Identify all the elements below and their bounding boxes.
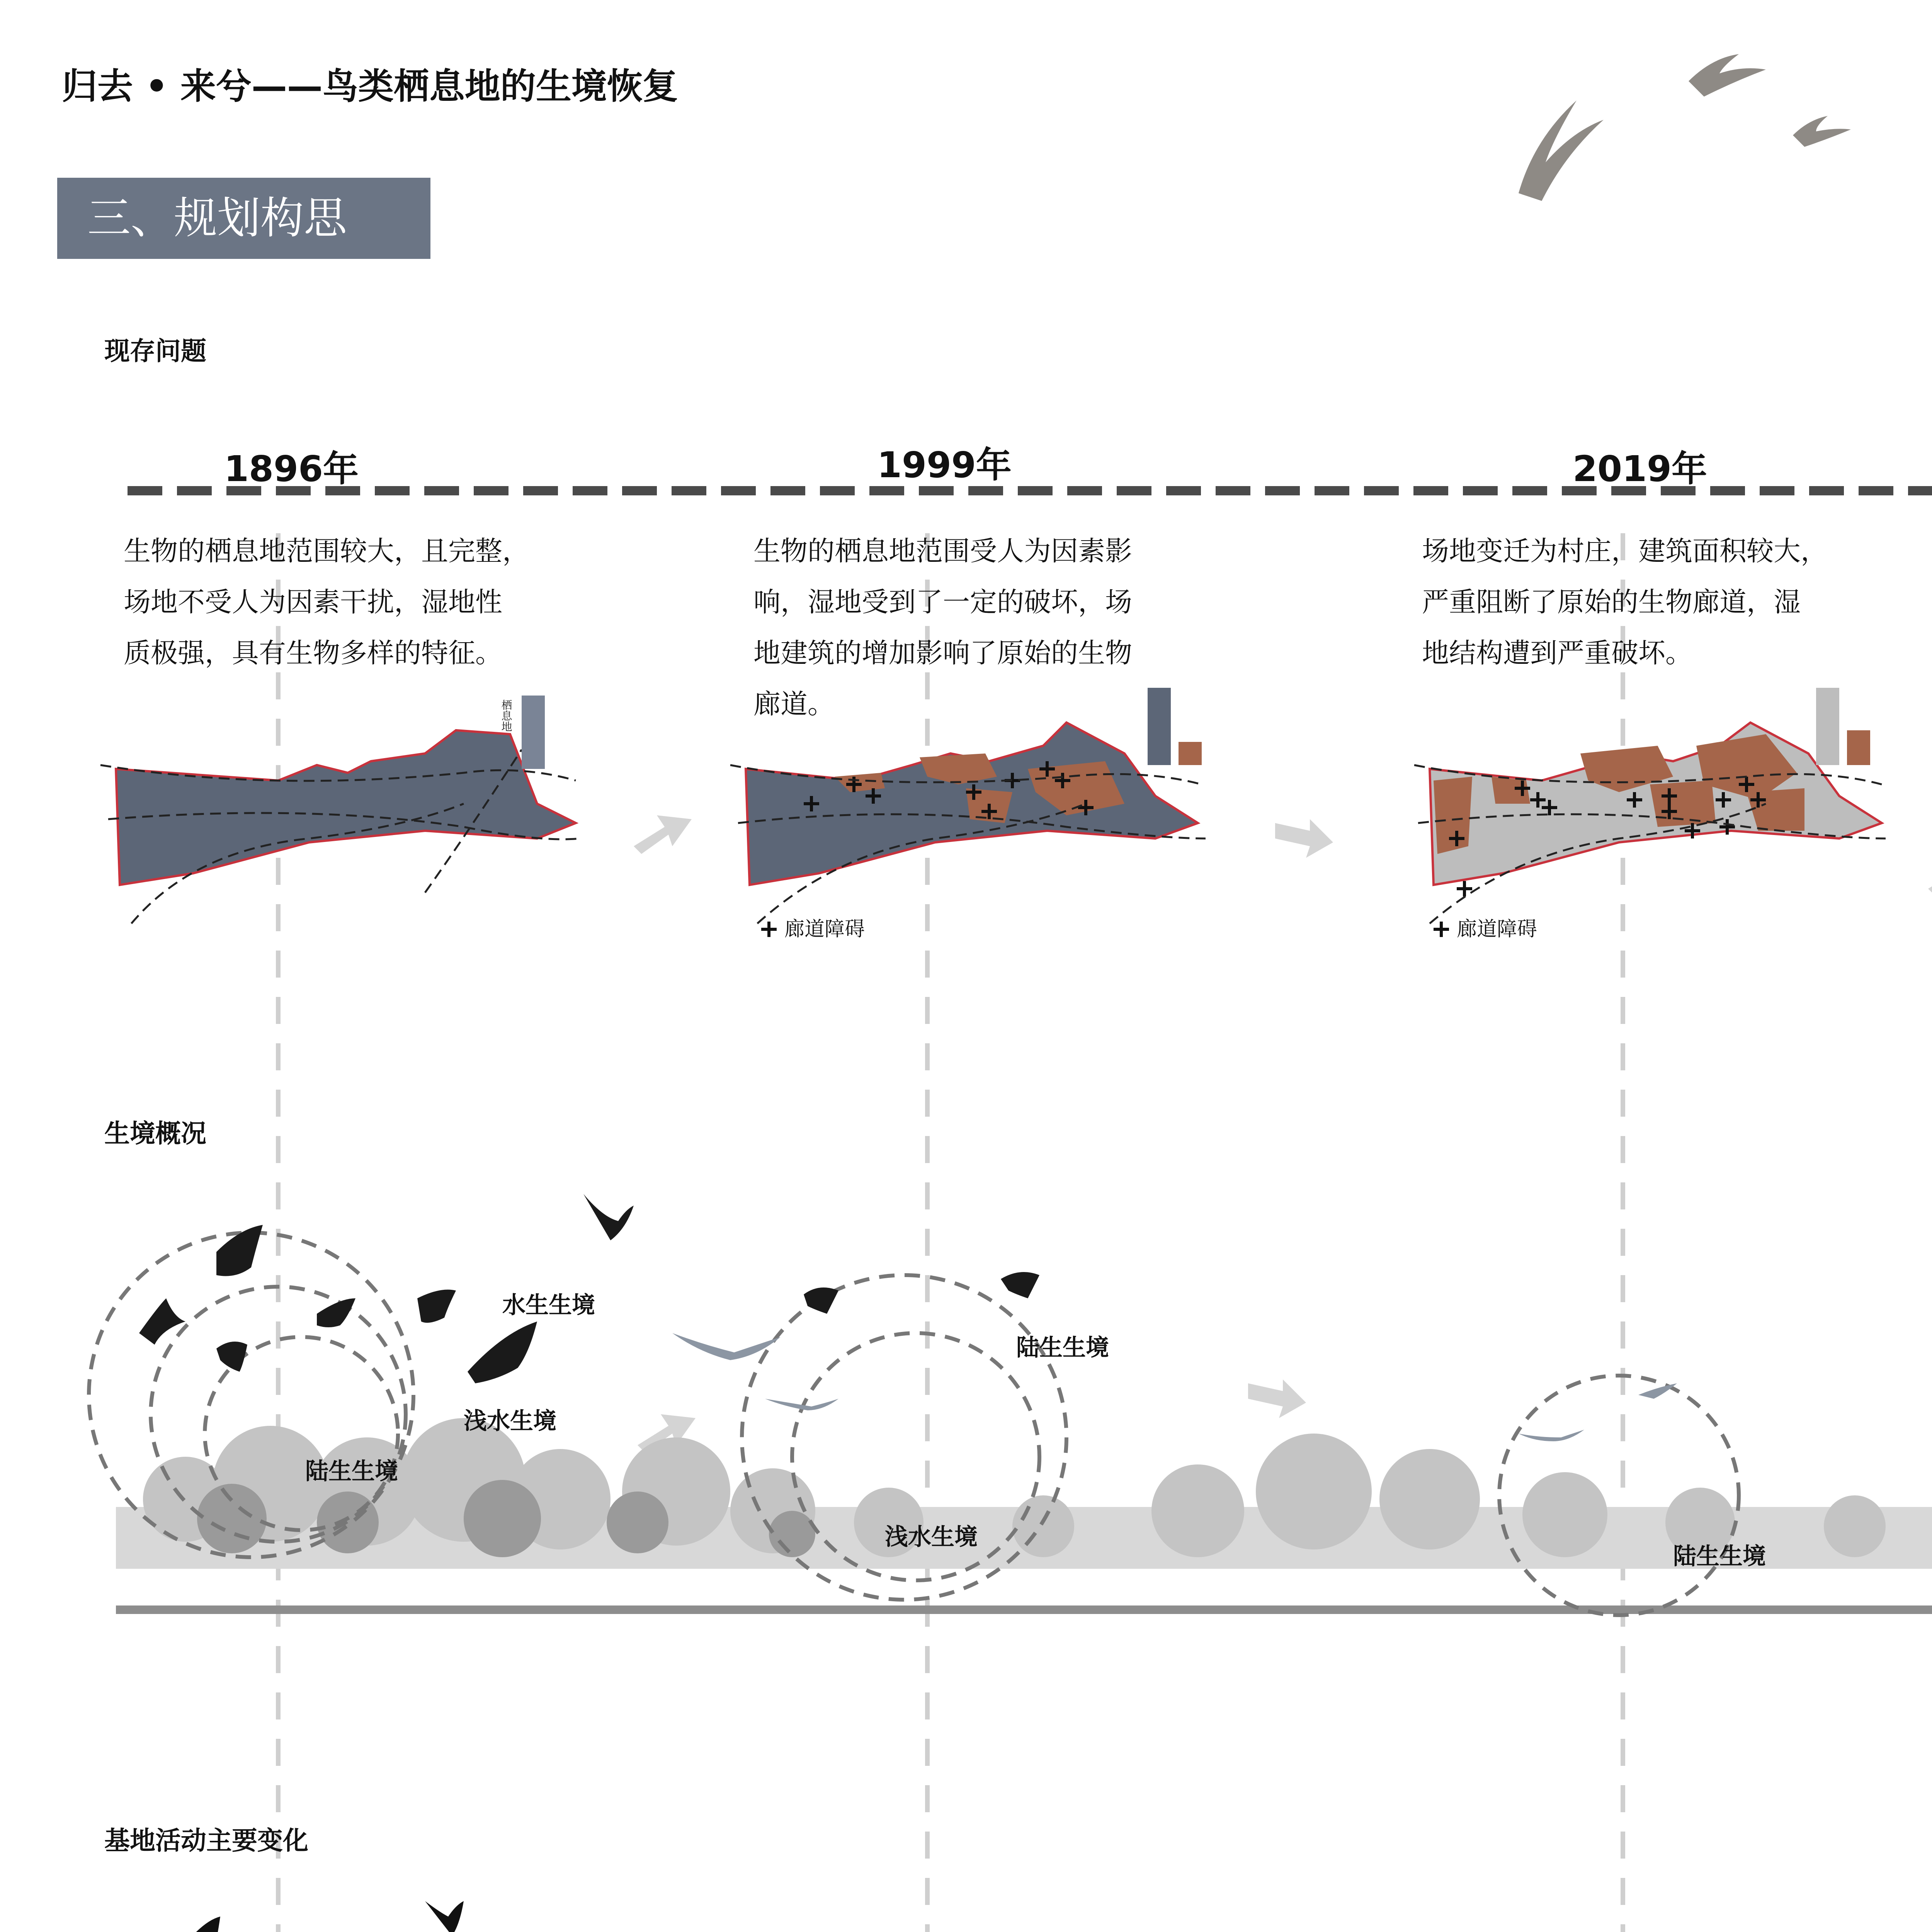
bird-icon [216, 1342, 247, 1372]
bird-icon [804, 1287, 838, 1314]
bird-icon [425, 1901, 464, 1932]
transition-arrow-icon [1928, 858, 1932, 896]
habitat-label-shallow-water: 浅水生境 [464, 1408, 556, 1435]
habitat-label-terrestrial: 陆生生境 [305, 1458, 398, 1485]
poster-title: 归去 • 来兮——鸟类栖息地的生境恢复 [62, 66, 678, 107]
habitat-section-illustration [0, 1151, 1932, 1638]
bird-icon [1638, 1383, 1677, 1399]
year-1999: 1999年 [877, 444, 1012, 486]
period-description-1999: 生物的栖息地范围受人为因素影 响，湿地受到了一定的破坏，场 地建筑的增加影响了原始的生物 廊道。 [753, 535, 1132, 720]
period-description-2019: 场地变迁为村庄，建筑面积较大， 严重阻断了原始的生物廊道，湿 地结构遭到严重破坏。 [1422, 535, 1828, 669]
bird-icon [139, 1298, 185, 1345]
bird-icon [583, 1194, 634, 1240]
habitat-heading: 生境概况 [104, 1119, 206, 1148]
bird-icon [417, 1290, 456, 1323]
habitat-legend-label: 栖息地 [500, 699, 513, 732]
corridor-obstacle-label: 廊道障碍 [784, 918, 865, 941]
habitat-label-terrestrial: 陆生生境 [1673, 1543, 1766, 1570]
section-title: 三、规划构思 [57, 178, 430, 259]
transition-arrow-icon [634, 815, 692, 854]
activity-chart [0, 1893, 1932, 1932]
problems-heading: 现存问题 [104, 336, 206, 366]
bird-icon [185, 1917, 220, 1932]
bird-icon [468, 1321, 537, 1383]
bird-icon [1001, 1272, 1039, 1298]
habitat-label-terrestrial: 陆生生境 [1016, 1334, 1109, 1361]
corridor-obstacle-label: 廊道障碍 [1457, 918, 1537, 941]
activity-heading: 基地活动主要变化 [104, 1826, 308, 1855]
year-1896: 1896年 [224, 448, 359, 490]
transition-arrow-icon [1275, 819, 1333, 858]
period-description-1896: 生物的栖息地范围较大，且完整， 场地不受人为因素干扰，湿地性 质极强，具有生物多样的特征。 [124, 535, 529, 669]
year-2019: 2019年 [1573, 448, 1708, 490]
bird-icon [317, 1298, 355, 1327]
habitat-label-shallow-water: 浅水生境 [885, 1524, 978, 1551]
habitat-label-aquatic: 水生生境 [502, 1292, 595, 1319]
bird-icon [1519, 1430, 1584, 1441]
